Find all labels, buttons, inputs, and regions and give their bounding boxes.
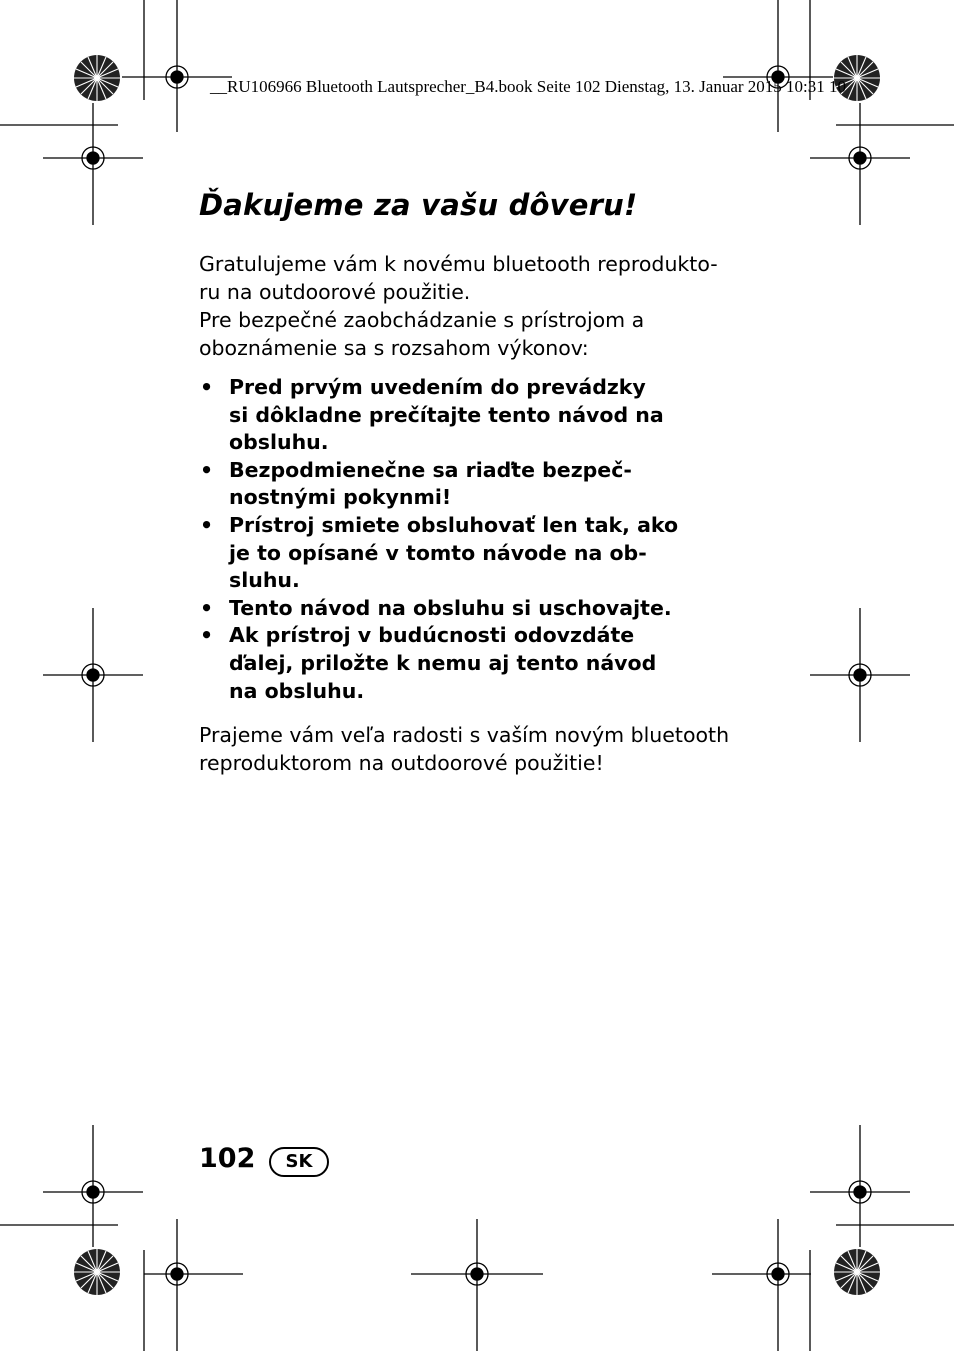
intro-line: Gratulujeme vám k novému bluetooth reprodukto-	[199, 252, 718, 276]
intro-paragraph	[199, 250, 744, 362]
page-title: Ďakujeme za vašu dôveru!	[199, 188, 638, 222]
print-header	[0, 60, 954, 115]
registration-mark-left-middle	[43, 608, 143, 742]
sunburst-mark-bottom-right	[834, 1249, 880, 1295]
bullet-line: Pred prvým uvedením do prevádzky	[229, 375, 646, 399]
bullet-dot: •	[200, 512, 214, 537]
bullet-item	[199, 457, 744, 512]
bullet-item	[199, 374, 744, 457]
registration-mark-right-upper	[810, 103, 910, 225]
safety-bullet-list	[199, 374, 744, 705]
closing-paragraph	[199, 721, 744, 777]
bullet-dot: •	[200, 457, 214, 482]
bullet-item	[199, 512, 744, 595]
bullet-dot: •	[200, 595, 214, 620]
intro-line: Pre bezpečné zaobchádzanie s prístrojom a	[199, 308, 645, 332]
print-header-text: __RU106966 Bluetooth Lautsprecher_B4.book Seite 102 Dienstag, 13. Januar 2015 10:31 10	[210, 77, 846, 96]
bullet-line: si dôkladne prečítajte tento návod na	[229, 402, 664, 427]
closing-line: Prajeme vám veľa radosti s vaším novým bluetooth	[199, 723, 730, 747]
bullet-line: Ak prístroj v budúcnosti odovzdáte	[229, 623, 635, 648]
bullet-item	[199, 622, 744, 705]
bullet-item	[199, 595, 744, 623]
page-number: 102	[199, 1143, 256, 1174]
closing-line: reproduktorom na outdoorové použitie!	[199, 751, 604, 775]
registration-mark-bottom-center	[411, 1219, 543, 1351]
registration-mark-left-lower	[43, 1125, 143, 1247]
sunburst-mark-bottom-left	[74, 1249, 120, 1295]
registration-mark-bottom-left	[144, 1219, 243, 1351]
bullet-line: Bezpodmienečne sa riaďte bezpeč-	[229, 457, 632, 482]
bullet-line: ďalej, priložte k nemu aj tento návod	[229, 650, 657, 675]
bullet-dot: •	[200, 375, 214, 399]
bullet-line: sluhu.	[229, 568, 300, 593]
bullet-dot: •	[200, 623, 214, 648]
bullet-line: Prístroj smiete obsluhovať len tak, ako	[229, 512, 679, 537]
registration-mark-left-upper	[43, 103, 143, 225]
bullet-line: je to opísané v tomto návode na ob-	[229, 540, 647, 565]
bullet-line: Tento návod na obsluhu si uschovajte.	[229, 595, 672, 620]
bullet-line: nostnými pokynmi!	[229, 485, 452, 510]
registration-mark-right-middle	[810, 608, 910, 742]
bullet-line: obsluhu.	[229, 430, 329, 455]
bullet-line: na obsluhu.	[229, 678, 365, 703]
language-badge: SK	[269, 1147, 329, 1177]
intro-line: oboznámenie sa s rozsahom výkonov:	[199, 336, 589, 360]
registration-mark-bottom-right	[712, 1219, 811, 1351]
registration-mark-right-lower	[810, 1125, 910, 1247]
intro-line: ru na outdoorové použitie.	[199, 280, 471, 304]
